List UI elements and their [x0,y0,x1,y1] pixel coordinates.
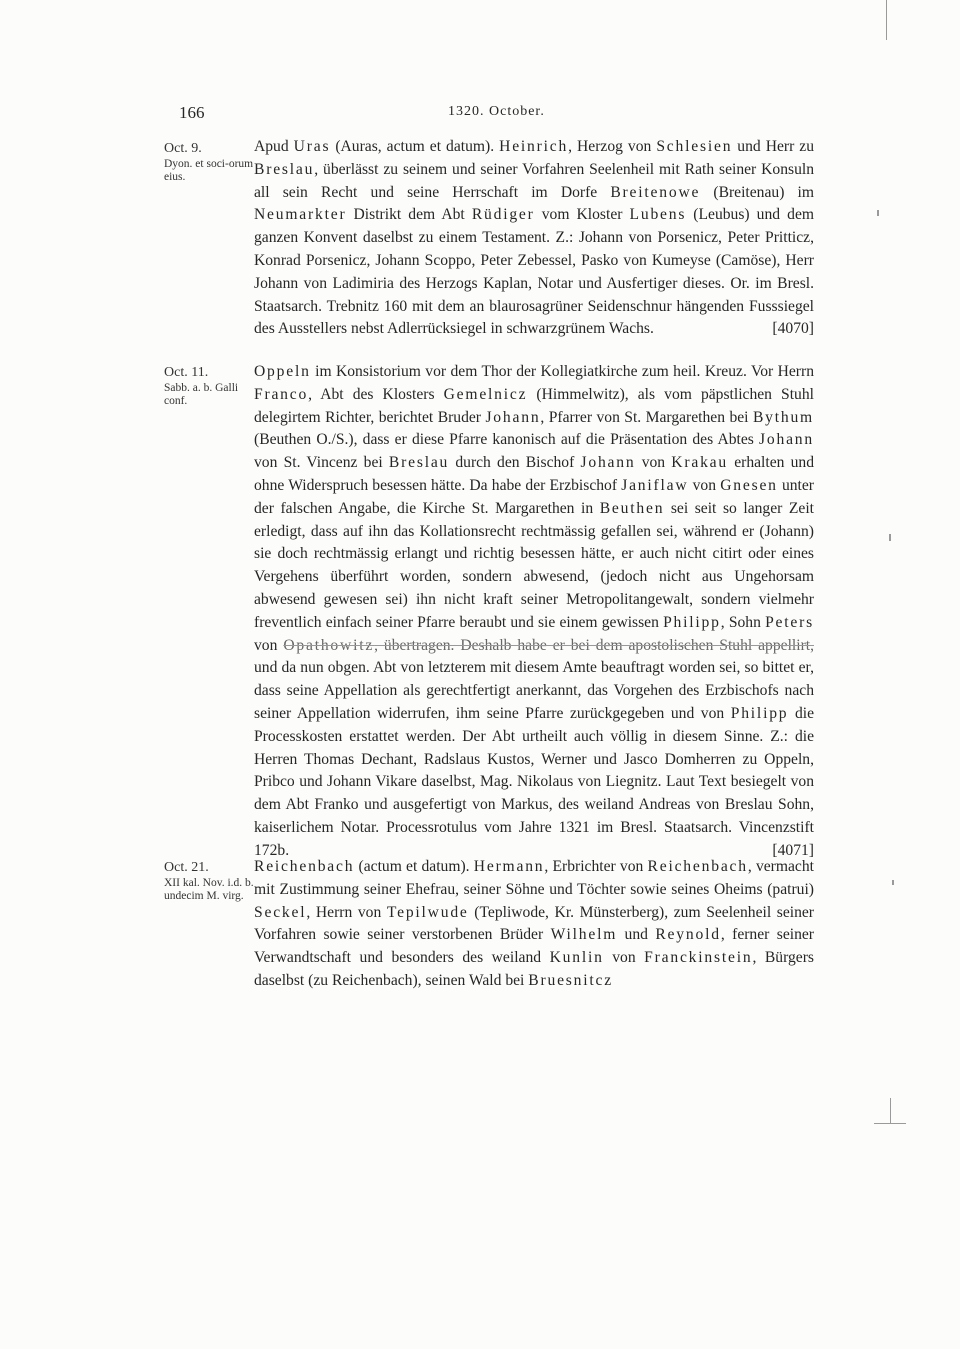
place-name: Schlesien [656,138,733,155]
place-name: Breitenowe [610,183,701,201]
entry-number: [4070] [772,320,814,338]
person-name: Franco [254,385,309,403]
place-name: Bythum [752,408,814,426]
place-name: Breslau [388,454,450,472]
place-name: Bruesnitcz [528,971,613,989]
page-number: 166 [179,103,205,122]
person-name: Peters [765,613,814,631]
entry-text: Apud Uras (Auras, actum et datum). Heinrich, Herzog von Schlesien und Herr zu Breslau, überlässt zu seinem und seiner Vorfahren Seelenheil mit Rath seiner Konsuln all sein Recht und seine Herrschaft im Dorfe Breitenowe (Breitenau) im Neumarkter Distrikt dem Abt Rüdiger vom Kloster Lubens (Leubus) und dem ganzen Konvent daselbst zu einem Testament. Z.: Johann von Porsenicz, Peter Pritticz, Konrad Porsenicz, Johann Scoppo, Peter Zebessel, Pasko von Kumeyse (Camöse), Herr Johann von Ladimiria des Herzogs Kaplan, Notar und Ausfertiger dieses. Or. im Bresl. Staatsarch. Trebnitz 160 mit dem an blaurosagrüner Seidenschnur hängenden Fusssiegel des Ausstellers nebst Adlerrücksiegel in schwarzgrünem Wachs. [4070] [254,136,814,341]
place-name: Opathowitz [283,636,375,654]
person-name: Seckel [254,903,307,921]
margin-note: XII kal. Nov. i.d. b. undecim M. virg. [164,877,254,902]
place-name: Reichenbach [647,858,748,875]
entry-date: Oct. 21. [164,860,209,875]
scan-artifact-dot [889,534,891,541]
margin-note: Dyon. et soci-orum eius. [164,158,254,183]
place-name: Gemelnicz [443,385,528,403]
place-name: Gnesen [720,476,778,494]
place-name: Neumarkter [254,206,347,224]
margin-column [164,859,264,903]
person-name: Johann [759,431,814,449]
place-name: Tepilwude [386,903,469,921]
scan-artifact-line [874,1123,906,1124]
scan-artifact-line [886,0,887,40]
person-name: Wilhelm [550,926,618,944]
person-name: Hermann [473,858,545,875]
person-name: Philipp [730,704,789,722]
margin-column [164,140,264,184]
margin-column [164,364,264,408]
page-header [0,98,960,128]
entry-date: Oct. 9. [164,141,202,156]
person-name: Reynold [655,926,721,944]
person-name: Johann [580,454,636,472]
entry-number: [4071] [772,841,814,859]
place-name: Krakau [671,454,728,472]
margin-note: Sabb. a. b. Galli conf. [164,382,239,407]
entry-text: Reichenbach (actum et datum). Hermann, Erbrichter von Reichenbach, vermacht mit Zustimmung seiner Ehefrau, seiner Söhne und Töchter sowie seines Oheims (patrui) Seckel, Herrn von Tepilwude (Tepliwode, Kr. Münsterberg), zum Seelenheil seiner Vorfahren sowie seiner verstorbenen Brüder Wilhelm und Reynold, ferner seiner Verwandtschaft und besonders des weiland Kunlin von Franckinstein, Bürgers daselbst (zu Reichenbach), seinen Wald bei Bruesnitcz [254,858,814,989]
scan-artifact-dot [892,880,894,885]
person-name: Heinrich [499,138,569,155]
place-name: Uras [293,138,331,155]
place-name: Breslau [254,160,315,178]
person-name: Johann [485,408,541,426]
place-name: Beuthen [599,499,665,517]
person-name: Kunlin [549,949,604,967]
struck-text: Opathowitz, übertragen. Deshalb habe er bei dem apostolischen Stuhl appellirt, [283,636,814,654]
entry-text: Oppeln im Konsistorium vor dem Thor der Kollegiatkirche zum heil. Kreuz. Vor Herrn Franco, Abt des Klosters Gemelnicz (Himmelwitz), als vom päpstlichen Stuhl delegirtem Richter, berichtet Bruder Johann, Pfarrer von St. Margarethen bei Bythum (Beuthen O./S.), dass er diese Pfarre kanonisch auf die Präsentation des Abtes Johann von St. Vincenz bei Breslau durch den Bischof Johann von Krakau erhalten und ohne Widerspruch besessen hätte. Da habe der Erzbischof Janiflaw von Gnesen unter der falschen Angabe, die Kirche St. Margarethen in Beuthen sei seit so langer Zeit erledigt, dass auf ihn das Kollationsrecht rechtmässig gefallen sei, während er (Johann) sie doch rechtmässig erlangt und richtig besessen hätte, er auch nicht citirt oder eines Vergehens überführt worden, sondern abwesend, (jedoch nicht aus Ungehorsam abwesend gewesen sei) ihn nicht kraft seiner Metropolitangewalt, sondern vielmehr freventlich einfach seiner Pfarre beraubt und sie einem gewissen Philipp, Sohn Peters von Opathowitz, übertragen. Deshalb habe er bei dem apostolischen Stuhl appellirt, und da nun obgen. Abt von letzterem mit diesem Amte beauftragt worden sei, so bittet er, dass seine Appellation als gerechtfertigt anerkannt, das Vorgehen des Erzbischofs nach seiner Appellation widerrufen, ihm seine Pfarre zurückgegeben und von Philipp die Processkosten erstattet werden. Der Abt urtheilt auch völlig in diesem Sinne. Z.: die Herren Thomas Dechant, Radslaus Kustos, Werner und Jasco Domherren zu Oppeln, Pribco und Johann Vikare daselbst, Mag. Nikolaus von Liegnitz. Laut Text besiegelt von dem Abt Franko und ausgefertigt von Markus, des weiland Andreas von Breslau Sohn, kaiserlichem Notar. Processrotulus vom Jahre 1321 im Bresl. Staatsarch. Vincenzstift 172b. [4071] [254,361,814,863]
running-title: 1320. October. [448,104,545,119]
place-name: Lubens [629,206,687,224]
person-name: Rüdiger [471,206,535,224]
place-name: Reichenbach [254,858,355,875]
entry-date: Oct. 11. [164,365,209,380]
scan-artifact-line [890,1098,891,1124]
place-name: Franckinstein [644,949,753,967]
person-name: Philipp [663,613,721,631]
place-name: Oppeln [254,363,311,380]
scan-artifact-dot [877,210,879,216]
person-name: Janiflaw [621,476,689,494]
